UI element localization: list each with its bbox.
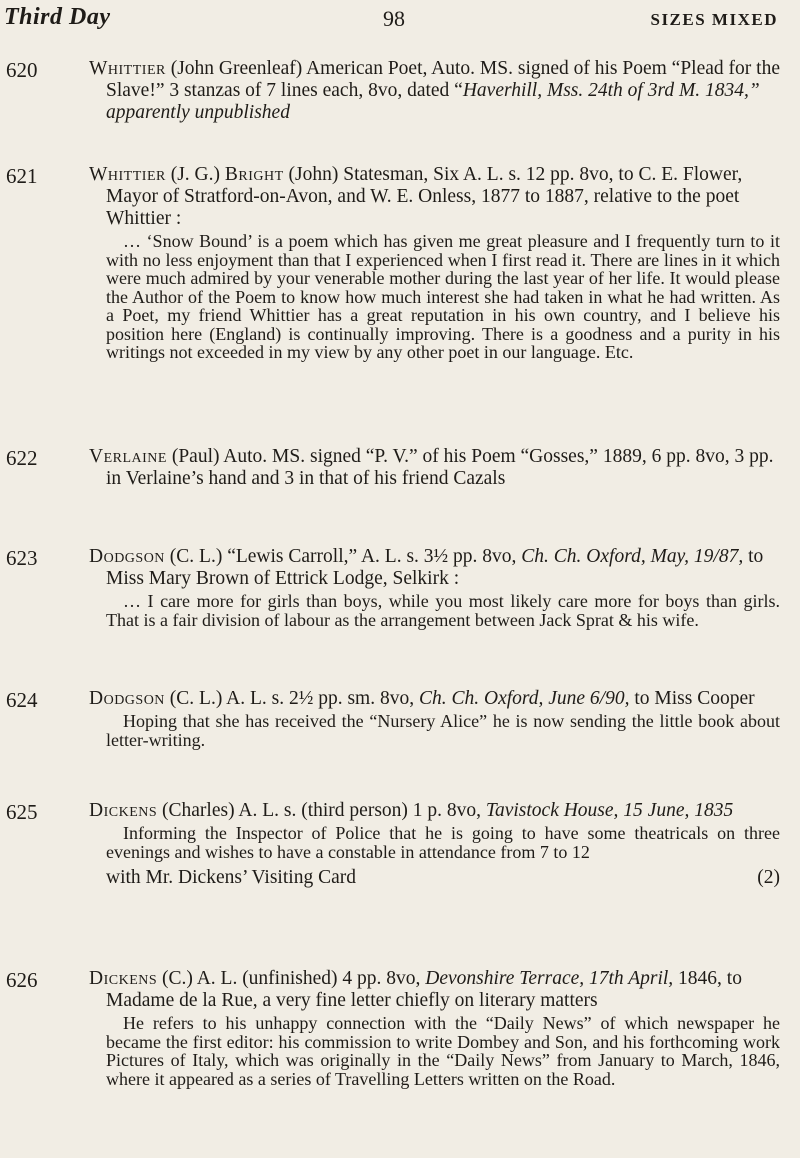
page-header	[0, 4, 800, 34]
lot-title: Dickens (Charles) A. L. s. (third person) 1 p. 8vo, Tavistock House, 15 June, 1835	[89, 800, 734, 821]
item-count: (2)	[757, 867, 780, 888]
page-number: 98	[383, 6, 405, 31]
lot-description: Informing the Inspector of Police that he is going to have some theatricals on three evenings and wishes to have a constable in attendance from 7 to 12	[106, 823, 780, 862]
section-heading: SIZES MIXED	[650, 10, 778, 29]
lot-title: Dodgson (C. L.) “Lewis Carroll,” A. L. s. 3½ pp. 8vo, Ch. Ch. Oxford, May, 19/87, to Miss Mary Brown of Ettrick Lodge, Selkirk :	[89, 546, 764, 589]
lot-entry	[0, 688, 800, 749]
author-name: Whittier	[89, 164, 166, 185]
lot-title: Whittier (J. G.) Bright (John) Statesman, Six A. L. s. 12 pp. 8vo, to C. E. Flower, Mayor of Stratford-on-Avon, and W. E. Onless, 1877 to 1887, relative to the poet Whittier :	[89, 164, 743, 229]
lot-number: 621	[6, 164, 38, 188]
lot-number: 626	[6, 968, 38, 992]
lot-entry	[0, 800, 800, 889]
lot-number: 623	[6, 546, 38, 570]
author-name: Whittier	[89, 58, 166, 79]
lot-description: … I care more for girls than boys, while you most likely care more for boys than girls. That is a fair division of labour as the arrangement between Jack Sprat & his wife.	[106, 591, 780, 630]
lot-entry	[0, 446, 800, 490]
lot-title: Dickens (C.) A. L. (unfinished) 4 pp. 8vo, Devonshire Terrace, 17th April, 1846, to Madame de la Rue, a very fine letter chiefly on literary matters	[89, 968, 742, 1011]
author-name: Bright	[224, 164, 284, 185]
author-name: Verlaine	[89, 446, 167, 467]
author-name: Dickens	[89, 800, 158, 821]
lot-title: Whittier (John Greenleaf) American Poet, Auto. MS. signed of his Poem “Plead for the Slave!” 3 stanzas of 7 lines each, 8vo, dated “Haverhill, Mss. 24th of 3rd M. 1834,” apparently unpublished	[89, 58, 780, 123]
lot-number: 625	[6, 800, 38, 824]
lot-additional-item: with Mr. Dickens’ Visiting Card (2)	[106, 867, 780, 888]
author-name: Dodgson	[89, 546, 165, 567]
day-heading: Third Day	[4, 4, 111, 30]
lot-entry	[0, 164, 800, 362]
lot-description: Hoping that she has received the “Nursery Alice” he is now sending the little book about letter-writing.	[106, 711, 780, 750]
lot-entry	[0, 546, 800, 629]
lot-title: Verlaine (Paul) Auto. MS. signed “P. V.” of his Poem “Gosses,” 1889, 6 pp. 8vo, 3 pp. in Verlaine’s hand and 3 in that of his friend Cazals	[89, 446, 774, 489]
lot-entry	[0, 968, 800, 1088]
lot-description: He refers to his unhappy connection with the “Daily News” of which newspaper he became the first editor: his commission to write Dombey and Son, and his forthcoming work Pictures of Italy, which was originally in the “Daily News” from January to March, 1846, where it appeared as a series of Travelling Letters written on the Road.	[106, 1013, 780, 1089]
author-name: Dodgson	[89, 688, 165, 709]
lot-entry	[0, 58, 800, 124]
lot-number: 620	[6, 58, 38, 82]
lot-description: … ‘Snow Bound’ is a poem which has given me great pleasure and I frequently turn to it with no less enjoyment than that I experienced when I first read it. There are lines in it which were much admired by your venerable mother during the last year of her life. It would please the Author of the Poem to know how much interest she had taken in what he had written. As a Poet, my friend Whittier has a great reputation in his own country, and I believe his position here (England) is continually improving. There is a goodness and a purity in his writings not exceeded in my view by any other poet in our language. Etc.	[106, 231, 780, 362]
author-name: Dickens	[89, 968, 158, 989]
lot-number: 622	[6, 446, 38, 470]
lot-number: 624	[6, 688, 38, 712]
lot-title: Dodgson (C. L.) A. L. s. 2½ pp. sm. 8vo, Ch. Ch. Oxford, June 6/90, to Miss Cooper	[89, 688, 755, 709]
